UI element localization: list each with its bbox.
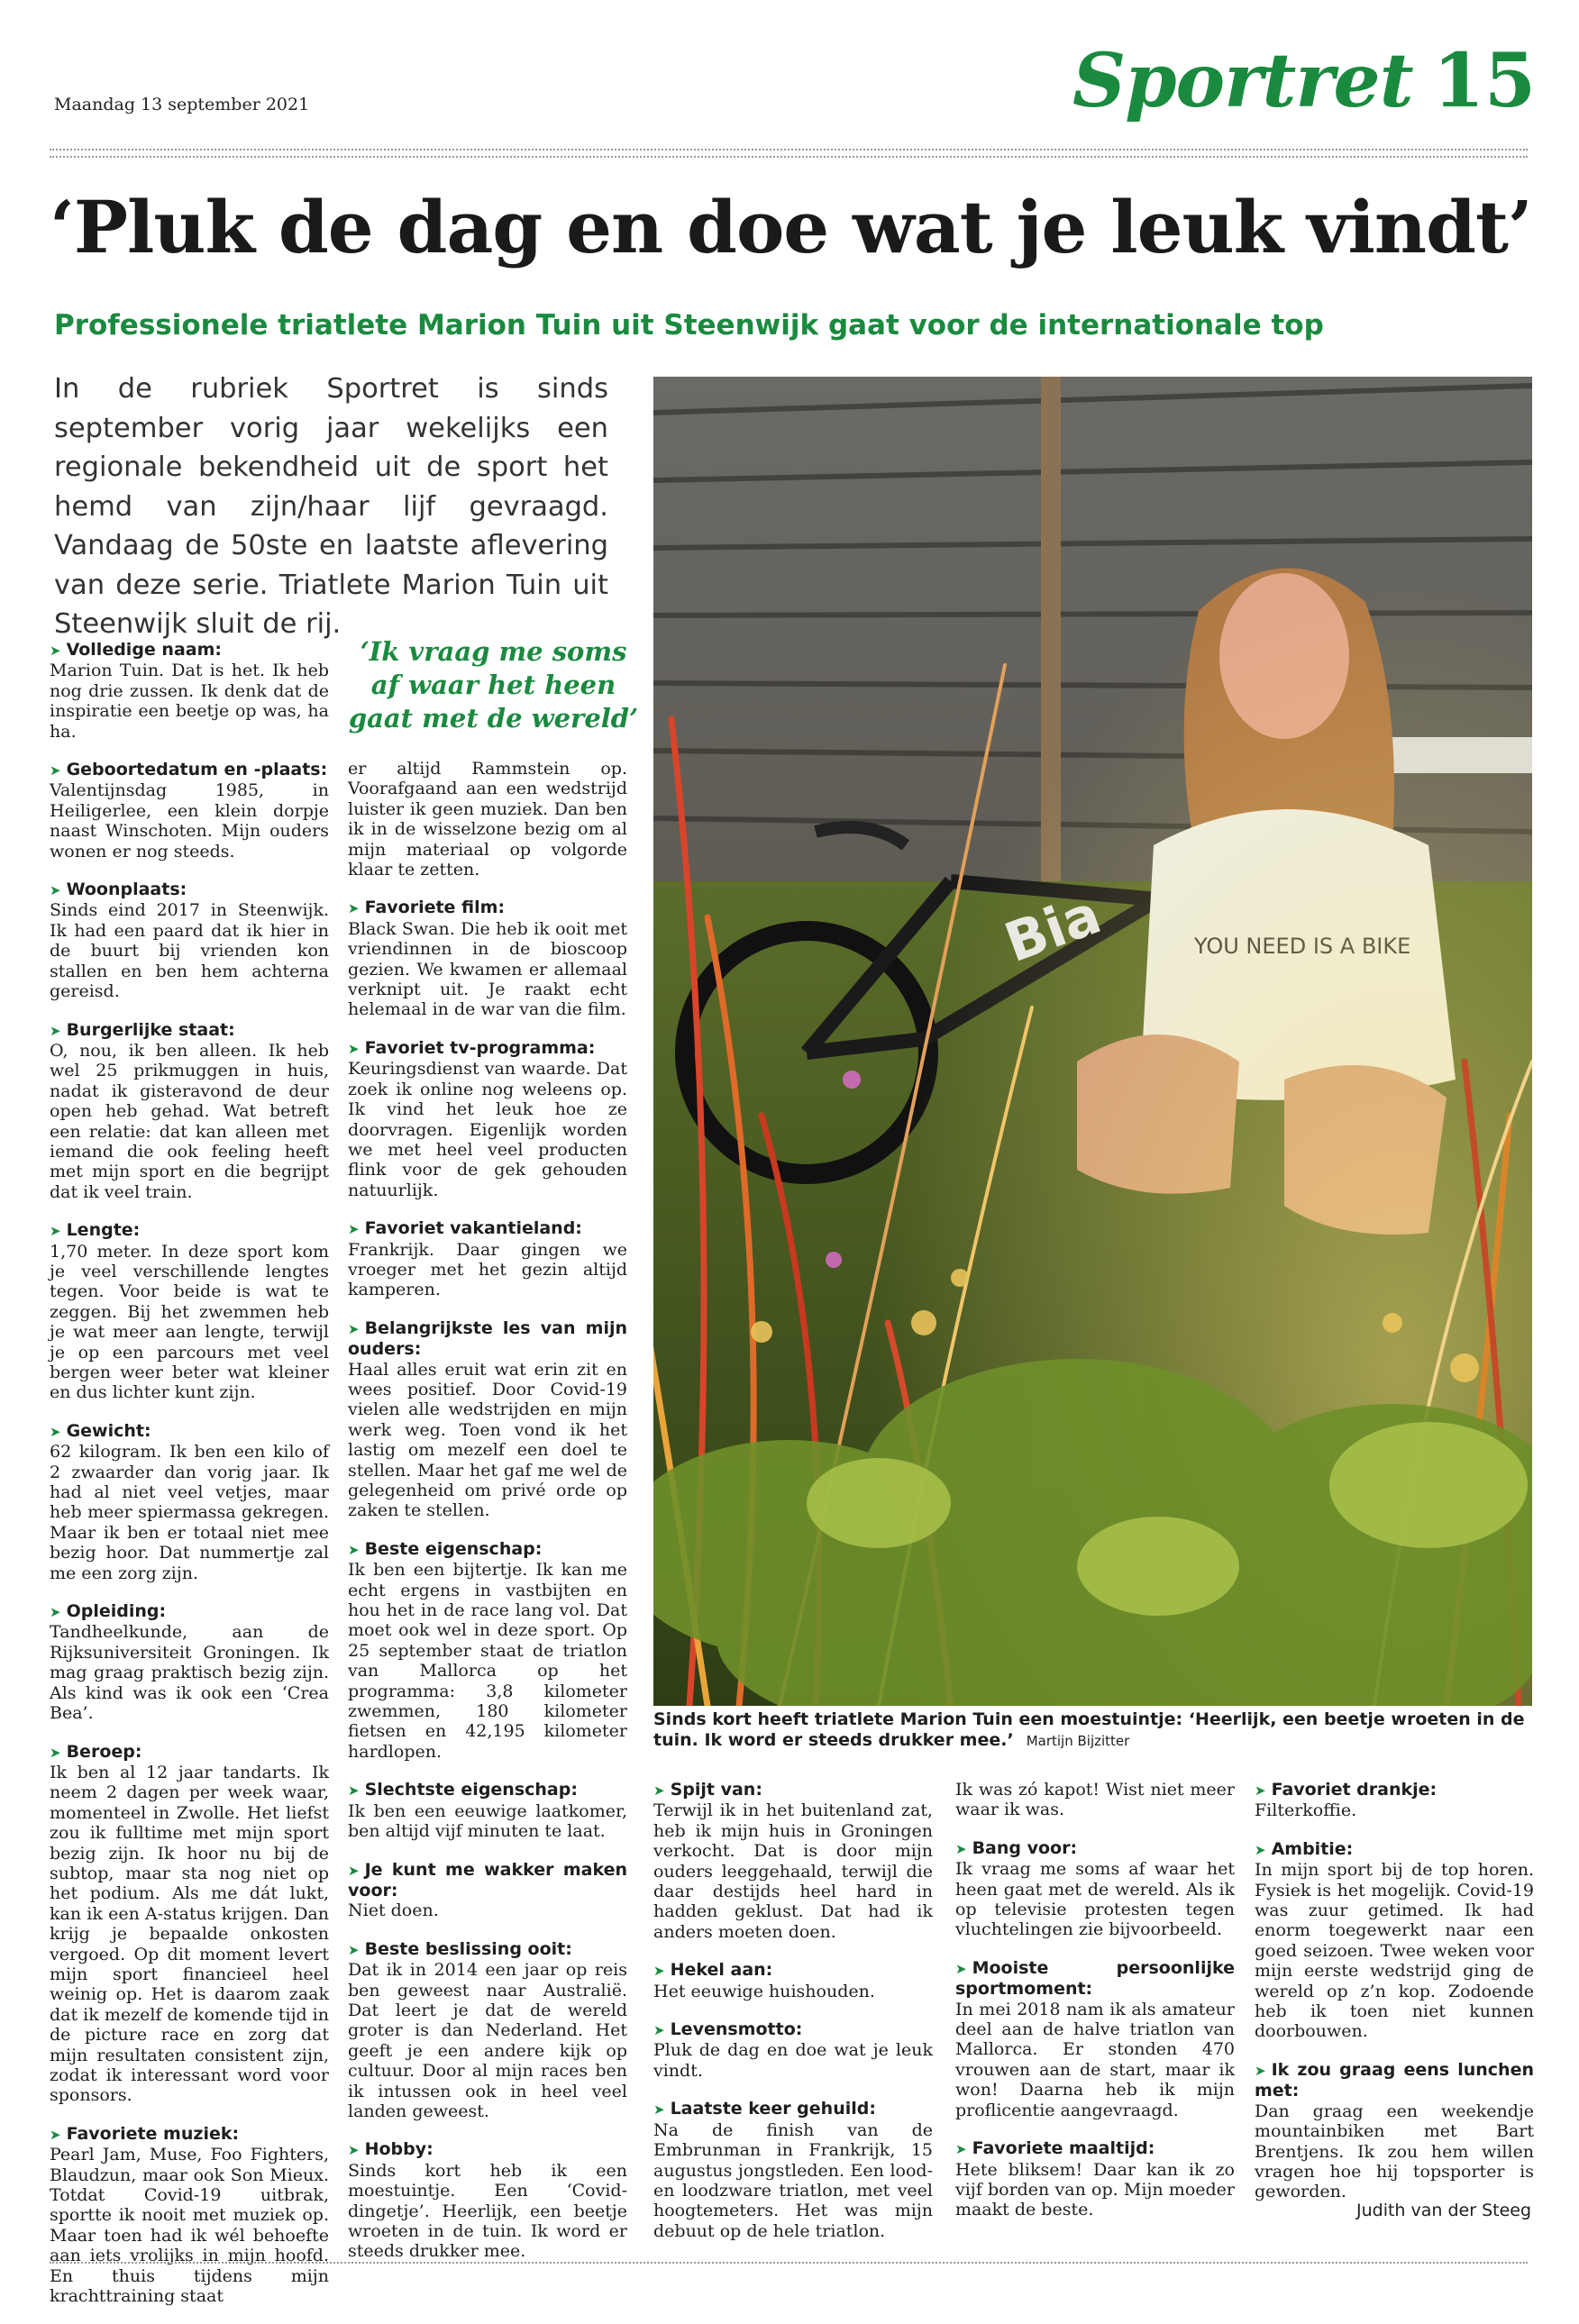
qa-answer: Ik ben een bijtertje. Ik kan me echt ergens in vastbijten en hou het in de race lang vol. Dat moet ook wel in deze sport. Op 25 september staat de triatlon van Mallorca op het programma: 3,8 kilometer zwemmen, 180 kilometer fietsen en 42,195 kilometer hardlopen. bbox=[348, 1560, 627, 1762]
qa-item bbox=[50, 1220, 329, 1403]
arrow-right-icon: ➤ bbox=[955, 1960, 967, 1977]
qa-item bbox=[348, 1539, 627, 1762]
qa-question: ➤ Favoriet drankje: bbox=[1255, 1780, 1438, 1800]
qa-item bbox=[50, 1020, 329, 1203]
pull-quote: ‘Ik vraag me soms af waar het heen gaat met de wereld’ bbox=[348, 636, 639, 734]
arrow-right-icon: ➤ bbox=[348, 1320, 360, 1337]
qa-item bbox=[955, 1958, 1235, 2120]
intro-paragraph: In de rubriek Sportret is sinds september vorig jaar wekelijks een regionale bekendheid uit de sport het hemd van zijn/haar lijf gevraagd. Vandaag de 50ste en laatste aflevering van deze serie. Triatlete Marion Tuin uit Steenwijk sluit de rij. bbox=[54, 373, 608, 640]
qa-item bbox=[50, 1742, 329, 2106]
footer-rule bbox=[50, 2262, 1528, 2264]
subheadline: Professionele triatlete Marion Tuin uit Steenwijk gaat voor de internationale top bbox=[54, 309, 1324, 342]
arrow-right-icon: ➤ bbox=[348, 1040, 360, 1057]
qa-answer: Filterkoffie. bbox=[1255, 1800, 1357, 1821]
qa-item bbox=[653, 1960, 933, 2001]
arrow-right-icon: ➤ bbox=[955, 2141, 967, 2158]
arrow-right-icon: ➤ bbox=[50, 762, 61, 779]
header-rule bbox=[50, 149, 1528, 150]
qa-question: ➤ Beste eigenschap: bbox=[348, 1538, 543, 1559]
arrow-right-icon: ➤ bbox=[50, 1423, 61, 1440]
qa-question: ➤ Je kunt me wakker maken voor: bbox=[348, 1859, 627, 1900]
qa-answer: 62 kilogram. Ik ben een kilo of 2 zwaarder dan vorig jaar. Ik had al niet veel vetjes, maar heb meer spiermassa gekregen. Maar ik ben er totaal niet mee bezig hoor. Dat nummertje zal me een zorg zijn. bbox=[50, 1442, 329, 1583]
qa-question: ➤ Volledige naam: bbox=[50, 640, 222, 660]
arrow-right-icon: ➤ bbox=[348, 1221, 360, 1238]
qa-question: ➤ Ambitie: bbox=[1255, 1838, 1354, 1859]
arrow-right-icon: ➤ bbox=[348, 1941, 360, 1958]
qa-answer: Na de finish van de Embrunman in Frankrijk, 15 augustus jongstleden. Een lood- en loodzware triatlon, met veel hoogtemeters. Het was mijn debuut op de hele triatlon. bbox=[653, 2119, 933, 2241]
qa-item bbox=[348, 1038, 627, 1200]
qa-item bbox=[1255, 1780, 1534, 1821]
qa-item bbox=[50, 640, 329, 742]
qa-question: ➤ Hobby: bbox=[348, 2139, 434, 2160]
column-5 bbox=[1255, 1780, 1534, 2220]
qa-item bbox=[653, 2019, 933, 2081]
qa-question: ➤ Opleiding: bbox=[50, 1601, 167, 1622]
qa-item bbox=[955, 2138, 1235, 2220]
qa-question: ➤ Gewicht: bbox=[50, 1420, 151, 1441]
qa-answer: Keuringsdienst van waarde. Dat zoek ik online nog weleens op. Ik vind het leuk hoe ze doorvragen. Eigenlijk worden we met heel veel producten flink voor de gek gehouden natuurlijk. bbox=[348, 1059, 627, 1200]
photo-illustration bbox=[653, 377, 1532, 1706]
qa-question: ➤ Favoriet vakantieland: bbox=[348, 1218, 582, 1239]
publication-date: Maandag 13 september 2021 bbox=[54, 95, 310, 114]
qa-question: ➤ Laatste keer gehuild: bbox=[653, 2099, 876, 2119]
qa-question: ➤ Favoriete film: bbox=[348, 898, 506, 918]
qa-answer: O, nou, ik ben alleen. Ik heb wel 25 prikmuggen in huis, nadat ik gisteravond de deur open heb gehad. Wat betreft een relatie: dat kan alleen met iemand die ook feeling heeft met mijn sport en die begrijpt dat ik veel train. bbox=[50, 1040, 329, 1202]
qa-answer: 1,70 meter. In deze sport kom je veel verschillende lengtes tegen. Voor beide is wat te zeggen. Bij het zwemmen heb je wat meer aan lengte, terwijl je op een parcours met veel bergen weer beter wat kleiner en dus lichter kunt zijn. bbox=[50, 1241, 329, 1403]
column-4-lead: Ik was zó kapot! Wist niet meer waar ik was. bbox=[955, 1780, 1235, 1820]
qa-answer: Het eeuwige huishouden. bbox=[653, 1981, 875, 2001]
qa-item bbox=[348, 1939, 627, 2122]
qa-answer: Hete bliksem! Daar kan ik zo vijf borden van op. Mijn moeder maakt de beste. bbox=[955, 2159, 1235, 2220]
page-number: 15 bbox=[1433, 38, 1537, 124]
qa-answer: Haal alles eruit wat erin zit en wees positief. Door Covid-19 vielen alle wedstrijden en mijn werk weg. Toen vond ik het lastig om mezelf een doel te stellen. Maar het gaf me wel de gelegenheid om privé orde op zaken te stellen. bbox=[348, 1359, 627, 1521]
qa-answer: Niet doen. bbox=[348, 1900, 439, 1921]
qa-answer: Marion Tuin. Dat is het. Ik heb nog drie zussen. Ik denk dat de inspiratie een beetje op was, ha ha. bbox=[50, 661, 329, 742]
qa-question: ➤ Geboortedatum en -plaats: bbox=[50, 760, 328, 780]
qa-item bbox=[653, 2099, 933, 2241]
column-4 bbox=[955, 1780, 1235, 2238]
qa-item bbox=[1255, 2060, 1534, 2202]
headline: ‘Pluk de dag en doe wat je leuk vindt’ bbox=[50, 185, 1532, 269]
arrow-right-icon: ➤ bbox=[653, 1963, 665, 1980]
qa-item bbox=[653, 1780, 933, 1942]
arrow-right-icon: ➤ bbox=[50, 1744, 61, 1761]
arrow-right-icon: ➤ bbox=[50, 1022, 61, 1039]
arrow-right-icon: ➤ bbox=[348, 900, 360, 917]
qa-answer: Ik ben een eeuwige laatkomer, ben altijd vijf minuten te laat. bbox=[348, 1800, 627, 1842]
qa-question: ➤ Favoriete maaltijd: bbox=[955, 2138, 1155, 2159]
arrow-right-icon: ➤ bbox=[50, 643, 61, 659]
arrow-right-icon: ➤ bbox=[50, 2126, 61, 2143]
qa-answer: Dan graag een weekendje mountainbiken met Bart Brentjens. Ik zou hem willen vragen hoe hij topsporter is geworden. bbox=[1255, 2101, 1534, 2202]
qa-item bbox=[50, 760, 329, 861]
qa-answer: Ik vraag me soms af waar het heen gaat met de wereld. Als ik op televisie protesten tegen vluchtelingen zie bijvoorbeeld. bbox=[955, 1859, 1235, 1940]
column-3 bbox=[653, 1780, 933, 2259]
qa-question: ➤ Spijt van: bbox=[653, 1780, 762, 1800]
qa-item bbox=[50, 2124, 329, 2307]
arrow-right-icon: ➤ bbox=[348, 2142, 360, 2159]
arrow-right-icon: ➤ bbox=[50, 1604, 61, 1621]
qa-question: ➤ Favoriete muziek: bbox=[50, 2123, 240, 2144]
arrow-right-icon: ➤ bbox=[348, 1862, 360, 1879]
qa-question: ➤ Levensmotto: bbox=[653, 2019, 803, 2040]
qa-item bbox=[50, 1421, 329, 1583]
qa-answer: Sinds kort heb ik een moestuintje. Een ‘Covid-dingetje’. Heerlijk, een beetje wroeten in de tuin. Ik word er steeds drukker mee. bbox=[348, 2160, 627, 2262]
qa-answer: Tandheelkunde, aan de Rijksuniversiteit Groningen. Ik mag graag praktisch bezig zijn. Als kind was ik ook een ‘Crea Bea’. bbox=[50, 1622, 329, 1724]
qa-answer: Valentijnsdag 1985, in Heiligerlee, een klein dorpje naast Winschoten. Mijn ouders wonen er nog steeds. bbox=[50, 780, 329, 861]
qa-question: ➤ Lengte: bbox=[50, 1220, 141, 1241]
arrow-right-icon: ➤ bbox=[653, 1782, 665, 1799]
arrow-right-icon: ➤ bbox=[50, 882, 61, 899]
qa-answer: Black Swan. Die heb ik ooit met vriendinnen in de bioscoop gezien. We kwamen er allemaal verknipt uit. Je raakt echt helemaal in de war van die film. bbox=[348, 918, 627, 1020]
column-1 bbox=[50, 640, 329, 2324]
qa-item bbox=[348, 1318, 627, 1521]
qa-item bbox=[955, 1838, 1235, 1940]
arrow-right-icon: ➤ bbox=[1255, 1782, 1266, 1799]
arrow-right-icon: ➤ bbox=[1255, 1841, 1266, 1858]
qa-item bbox=[348, 1218, 627, 1300]
qa-item bbox=[50, 879, 329, 1001]
qa-answer: Pluk de dag en doe wat je leuk vindt. bbox=[653, 2040, 933, 2081]
photo-caption bbox=[653, 1709, 1532, 1752]
header-rule-2 bbox=[50, 156, 1528, 158]
qa-answer: Frankrijk. Daar gingen we vroeger met het gezin altijd kamperen. bbox=[348, 1239, 627, 1300]
arrow-right-icon: ➤ bbox=[50, 1223, 61, 1240]
qa-question: ➤ Bang voor: bbox=[955, 1837, 1078, 1858]
arrow-right-icon: ➤ bbox=[1255, 2062, 1266, 2079]
qa-answer: In mei 2018 nam ik als amateur deel aan de halve triatlon van Mallorca. Er stonden 470 vrouwen aan de start, maar ik won! Daarna heb ik mijn proflicentie aangevraagd. bbox=[955, 1999, 1235, 2120]
qa-item bbox=[50, 1601, 329, 1723]
photo-credit: Martijn Bijzitter bbox=[1026, 1733, 1130, 1749]
qa-question: ➤ Slechtste eigenschap: bbox=[348, 1780, 578, 1800]
arrow-right-icon: ➤ bbox=[955, 1840, 967, 1857]
qa-item bbox=[348, 1780, 627, 1841]
qa-answer: Ik ben al 12 jaar tandarts. Ik neem 2 dagen per week waar, momenteel in Zwolle. Het liefst zou ik fulltime met mijn sport bezig zijn. Ik hoor nu bij de subtop, maar sta nog niet op het podium. Als me dát lukt, kan ik een A-status krijgen. Dan krijg je bepaalde onkosten vergoed. Op dit moment levert mijn sport financieel heel weinig op. Het is daarom zaak dat ik mezelf de komende tijd in de picture race en zorg dat mijn resultaten consistent zijn, zodat ik interessant word voor sponsors. bbox=[50, 1762, 329, 2106]
qa-item bbox=[348, 898, 627, 1019]
qa-answer: Pearl Jam, Muse, Foo Fighters, Blaudzun, maar ook Son Mieux. Totdat Covid-19 uitbrak, sportte ik nooit met muziek op. Maar toen had ik wél behoefte aan iets vrolijks in mijn hoofd. En thuis tijdens mijn krachttraining staat bbox=[50, 2145, 329, 2307]
author-byline: Judith van der Steeg bbox=[1356, 2201, 1532, 2220]
section-title: Sportret bbox=[1072, 38, 1413, 124]
qa-question: ➤ Woonplaats: bbox=[50, 879, 187, 900]
qa-question: ➤ Belangrijkste les van mijn ouders: bbox=[348, 1317, 627, 1360]
qa-question: ➤ Burgerlijke staat: bbox=[50, 1019, 235, 1040]
qa-item bbox=[348, 2139, 627, 2261]
qa-question: ➤ Beste beslissing ooit: bbox=[348, 1938, 572, 1959]
qa-question: ➤ Mooiste persoonlijke sportmoment: bbox=[955, 1957, 1235, 2000]
arrow-right-icon: ➤ bbox=[348, 1782, 360, 1800]
portrait-photo bbox=[653, 377, 1532, 1706]
qa-answer: Sinds eind 2017 in Steenwijk. Ik had een paard dat ik hier in de buurt bij vrienden kon stallen en ben hem achterna gereisd. bbox=[50, 900, 329, 1002]
qa-answer: In mijn sport bij de top horen. Fysiek is het mogelijk. Covid-19 was zuur getimed. Ik had enorm toegewerkt naar een goed seizoen. Twee weken voor mijn eerste wedstrijd ging de wereld op z’n kop. Zodoende heb ik toen niet kunnen doorbouwen. bbox=[1255, 1860, 1534, 2042]
qa-answer: Dat ik in 2014 een jaar op reis ben geweest naar Australië. Dat leert je dat de wereld groter is dan Nederland. Het geeft je een andere kijk op cultuur. Door al mijn races ben ik intussen ook in heel veel landen geweest. bbox=[348, 1960, 627, 2121]
arrow-right-icon: ➤ bbox=[348, 1541, 360, 1558]
qa-item bbox=[348, 1860, 627, 1921]
column-2-lead: er altijd Rammstein op. Voorafgaand aan een wedstrijd luister ik geen muziek. Dan ben ik in de wisselzone bezig om al mijn materiaal op volgorde klaar te zetten. bbox=[348, 759, 627, 880]
qa-answer: Terwijl ik in het buitenland zat, heb ik mijn huis in Groningen verkocht. Dat is door mijn ouders leeggehaald, terwijl die daar destijds heel hard in hadden geklust. Dat had ik anders moeten doen. bbox=[653, 1800, 933, 1942]
qa-question: ➤ Hekel aan: bbox=[653, 1960, 773, 1981]
arrow-right-icon: ➤ bbox=[653, 2101, 665, 2119]
qa-question: ➤ Ik zou graag eens lunchen met: bbox=[1255, 2059, 1534, 2101]
column-2 bbox=[348, 759, 627, 2280]
qa-question: ➤ Beroep: bbox=[50, 1741, 142, 1762]
qa-question: ➤ Favoriet tv-programma: bbox=[348, 1037, 596, 1058]
qa-item bbox=[1255, 1839, 1534, 2042]
caption-text: Sinds kort heeft triatlete Marion Tuin een moestuintje: ‘Heerlijk, een beetje wroeten in de tuin. Ik word er steeds drukker mee.’ bbox=[653, 1709, 1525, 1750]
arrow-right-icon: ➤ bbox=[653, 2022, 665, 2039]
